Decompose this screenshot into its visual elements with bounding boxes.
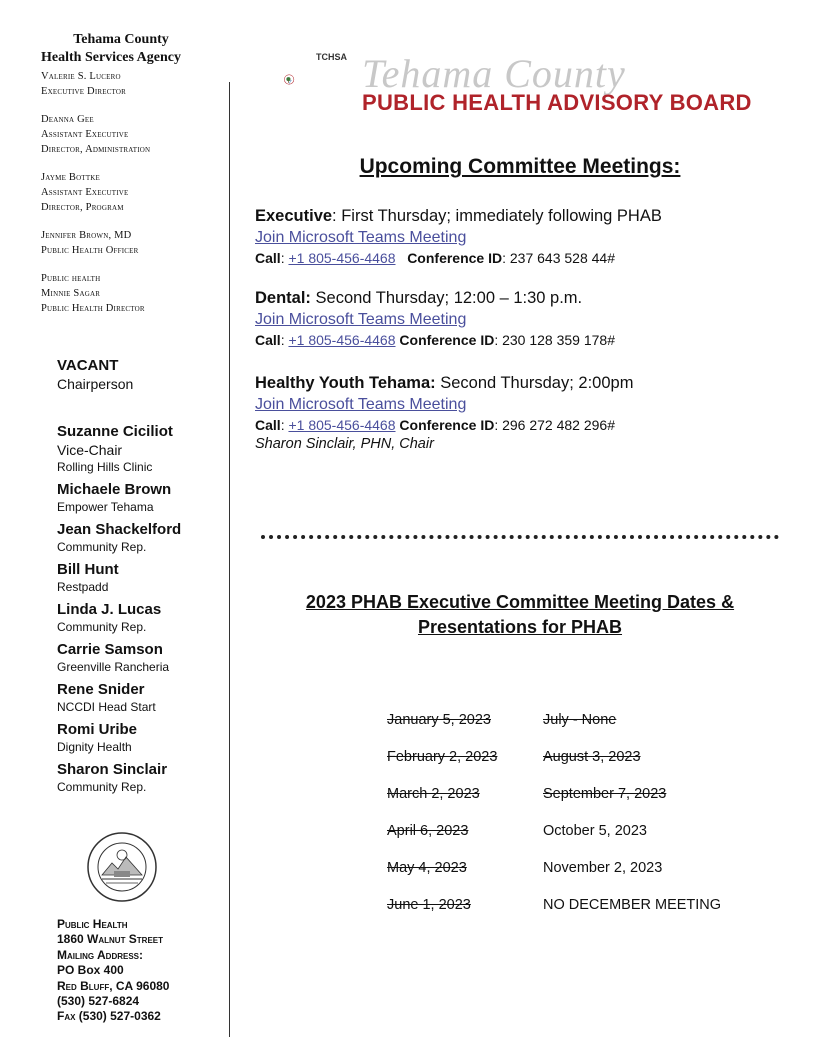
- address-line: (530) 527-6824: [57, 994, 140, 1009]
- agency-name-line1: Tehama County: [73, 32, 169, 47]
- staff-line: Public Health Officer: [41, 245, 139, 256]
- meeting-date: February 2, 2023: [387, 749, 498, 765]
- phone-link[interactable]: +1 805-456-4468: [288, 332, 396, 348]
- meeting-heading: [255, 373, 795, 394]
- exec-dates-title: [255, 590, 785, 640]
- staff-line: Assistant Executive: [41, 129, 129, 140]
- board-member: [57, 423, 227, 475]
- meeting-date: July - None: [543, 712, 617, 728]
- call-info: [255, 331, 795, 350]
- call-info: [255, 249, 795, 268]
- staff-line: Minnie Sagar: [41, 288, 101, 299]
- staff-entry: [41, 228, 221, 258]
- member-name: Romi Uribe: [57, 721, 138, 738]
- date-row: [387, 747, 787, 784]
- meeting-heading: [255, 206, 795, 227]
- staff-entry: [41, 112, 221, 157]
- board-member: [57, 641, 227, 675]
- member-name: Linda J. Lucas: [57, 601, 162, 618]
- member-affiliation: NCCDI Head Start: [57, 700, 156, 714]
- section-divider: [261, 535, 779, 539]
- staff-entry: [41, 271, 221, 316]
- meeting-block: [255, 288, 795, 350]
- meeting-date: March 2, 2023: [387, 786, 480, 802]
- meeting-heading: [255, 288, 795, 309]
- address-line: Fax (530) 527-0362: [57, 1009, 161, 1024]
- phone-link[interactable]: +1 805-456-4468: [288, 250, 396, 266]
- member-affiliation: Restpadd: [57, 580, 109, 594]
- staff-line: Public health: [41, 273, 101, 284]
- board-member: [57, 761, 227, 795]
- member-name: Carrie Samson: [57, 641, 163, 658]
- member-name: Jean Shackelford: [57, 521, 182, 538]
- date-row: [387, 710, 787, 747]
- board-member: [57, 561, 227, 595]
- staff-line: Valerie S. Lucero: [41, 71, 121, 82]
- address-line: PO Box 400: [57, 963, 124, 978]
- date-row: [387, 821, 787, 858]
- member-role: Vice-Chair: [57, 442, 123, 458]
- exec-dates-title-line1: 2023 PHAB Executive Committee Meeting Dates &: [305, 592, 735, 612]
- date-row: [387, 858, 787, 895]
- teams-meeting-link[interactable]: Join Microsoft Teams Meeting: [255, 396, 467, 413]
- meeting-separator: :: [332, 207, 337, 225]
- board-members: [57, 357, 227, 795]
- staff-line: Deanna Gee: [41, 114, 94, 125]
- call-spacer: [396, 250, 408, 266]
- board-member: [57, 681, 227, 715]
- call-label: Call: [255, 417, 281, 433]
- call-colon: :: [280, 332, 289, 348]
- meeting-block: [255, 206, 795, 268]
- meeting-date: November 2, 2023: [543, 860, 663, 876]
- staff-line: Director, Administration: [41, 144, 151, 155]
- staff-line: Jennifer Brown, MD: [41, 230, 132, 241]
- member-name: Michaele Brown: [57, 481, 172, 498]
- staff-line: Jayme Bottke: [41, 172, 101, 183]
- call-colon: :: [280, 250, 289, 266]
- conference-id-label: Conference ID: [407, 250, 503, 266]
- meeting-schedule: Second Thursday; 12:00 – 1:30 p.m.: [310, 289, 583, 307]
- conference-id-label: Conference ID: [399, 417, 495, 433]
- mailing-address: [57, 917, 169, 1025]
- column-divider: [229, 82, 230, 1037]
- upcoming-meetings-title: Upcoming Committee Meetings:: [359, 155, 681, 178]
- meeting-name: Healthy Youth Tehama:: [255, 374, 436, 392]
- board-member: [57, 721, 227, 755]
- meeting-date: August 3, 2023: [543, 749, 641, 765]
- conference-id: : 237 643 528 44#: [502, 250, 615, 266]
- meeting-name: Executive: [255, 207, 333, 225]
- address-line: Mailing Address:: [57, 947, 143, 962]
- staff-line: Public Health Director: [41, 303, 145, 314]
- board-member: [57, 481, 227, 515]
- meeting-date: June 1, 2023: [387, 897, 471, 913]
- agency-name-line2: Health Services Agency: [41, 50, 181, 65]
- logo-main-text: PUBLIC HEALTH ADVISORY BOARD: [362, 90, 752, 115]
- member-affiliation: Greenville Rancheria: [57, 660, 170, 674]
- call-colon: :: [280, 417, 289, 433]
- meeting-schedule: Second Thursday; 2:00pm: [435, 374, 634, 392]
- meeting-block: [255, 373, 795, 454]
- date-row: [387, 784, 787, 821]
- meeting-date: April 6, 2023: [387, 823, 469, 839]
- date-row: [387, 895, 787, 932]
- staff-list: [41, 69, 221, 316]
- call-label: Call: [255, 250, 281, 266]
- member-name: VACANT: [57, 357, 119, 374]
- member-affiliation: Community Rep.: [57, 620, 147, 634]
- board-member: [57, 601, 227, 635]
- member-name: Bill Hunt: [57, 561, 119, 578]
- meeting-dates-table: [387, 710, 787, 932]
- member-role: Chairperson: [57, 376, 134, 392]
- exec-dates-title-line2: Presentations for PHAB: [417, 617, 623, 637]
- meeting-date: NO DECEMBER MEETING: [543, 897, 722, 913]
- logo-abbreviation: TCHSA: [316, 52, 347, 62]
- teams-meeting-link[interactable]: Join Microsoft Teams Meeting: [255, 311, 467, 328]
- member-affiliation: Empower Tehama: [57, 500, 154, 514]
- conference-id-label: Conference ID: [399, 332, 495, 348]
- staff-entry: [41, 69, 221, 99]
- address-line: 1860 Walnut Street: [57, 932, 164, 947]
- conference-id: : 230 128 359 178#: [494, 332, 615, 348]
- board-member: [57, 357, 227, 393]
- meeting-name: Dental:: [255, 289, 311, 307]
- teams-meeting-link[interactable]: Join Microsoft Teams Meeting: [255, 229, 467, 246]
- staff-line: Assistant Executive: [41, 187, 129, 198]
- member-affiliation: Community Rep.: [57, 780, 147, 794]
- address-line: Red Bluff, CA 96080: [57, 978, 170, 993]
- staff-entry: [41, 170, 221, 215]
- meeting-date: January 5, 2023: [387, 712, 491, 728]
- member-affiliation: Community Rep.: [57, 540, 147, 554]
- staff-line: Director, Program: [41, 202, 124, 213]
- phone-link[interactable]: +1 805-456-4468: [288, 417, 396, 433]
- meeting-schedule: First Thursday; immediately following PHAB: [336, 207, 662, 225]
- call-info: [255, 416, 795, 435]
- staff-line: Executive Director: [41, 86, 127, 97]
- conference-id: : 296 272 482 296#: [494, 417, 615, 433]
- meeting-date: May 4, 2023: [387, 860, 467, 876]
- member-name: Suzanne Ciciliot: [57, 423, 173, 440]
- agency-header: [41, 31, 221, 316]
- committee-chair: Sharon Sinclair, PHN, Chair: [255, 436, 434, 452]
- member-affiliation: Rolling Hills Clinic: [57, 460, 153, 474]
- meeting-date: September 7, 2023: [543, 786, 667, 802]
- logo-script-text: Tehama County: [362, 51, 626, 96]
- board-member: [57, 521, 227, 555]
- call-label: Call: [255, 332, 281, 348]
- meeting-date: October 5, 2023: [543, 823, 647, 839]
- member-name: Rene Snider: [57, 681, 145, 698]
- county-seal-icon: [86, 831, 158, 903]
- member-name: Sharon Sinclair: [57, 761, 168, 778]
- address-line: Public Health: [57, 917, 128, 931]
- member-affiliation: Dignity Health: [57, 740, 132, 754]
